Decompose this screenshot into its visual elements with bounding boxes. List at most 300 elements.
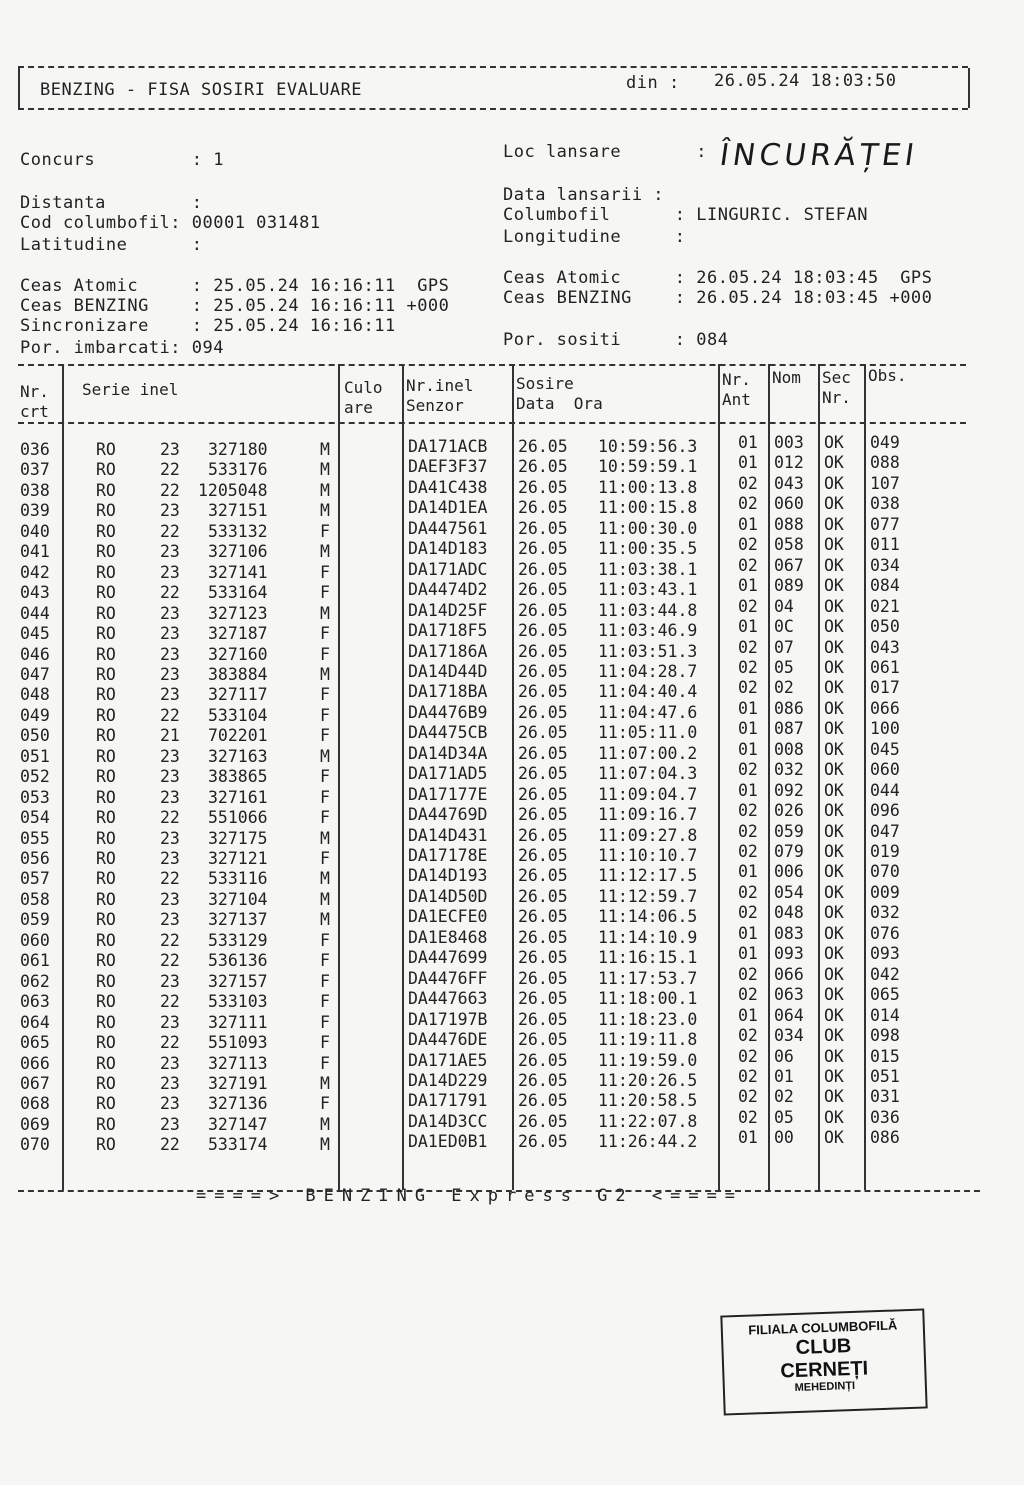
cell-sec: OK (824, 1046, 844, 1066)
cell-country: RO (96, 849, 116, 868)
cell-date: 26.05 (518, 784, 568, 804)
col-header-sec-nr: Sec Nr. (822, 368, 851, 407)
cell-time: 11:09:27.8 (598, 825, 698, 845)
cell-sensor-ring: DA17177E (408, 784, 488, 804)
cell-obs: 032 (870, 903, 900, 923)
data-lansarii-field: Data lansarii : (503, 185, 665, 205)
cell-nr-crt: 042 (20, 562, 50, 582)
stamp-line: CERNEȚI (780, 1357, 869, 1383)
cell-year: 23 (160, 1053, 180, 1073)
cell-sensor-ring: DA171AE5 (408, 1050, 488, 1070)
cell-ring-number: 327104 (208, 889, 268, 909)
cell-country: RO (96, 644, 116, 664)
cell-sensor-ring: DA447699 (408, 948, 488, 968)
cell-time: 11:03:38.1 (598, 559, 698, 579)
cell-time: 11:19:11.8 (598, 1030, 698, 1050)
cell-nr-crt: 044 (20, 603, 50, 623)
cell-sensor-ring: DA14D50D (408, 886, 488, 906)
ceas-atomic-end: Ceas Atomic : 26.05.24 18:03:45 GPS (503, 268, 933, 288)
cell-sensor-ring: DA447663 (408, 989, 488, 1009)
cell-obs: 043 (870, 637, 900, 657)
cell-obs: 096 (870, 801, 900, 821)
cell-country: RO (96, 808, 116, 828)
cell-nr-ant: 02 (738, 657, 758, 677)
cell-sex: F (320, 685, 330, 705)
cell-obs: 015 (870, 1046, 900, 1066)
cell-sec: OK (824, 801, 844, 821)
cell-nr-ant: 02 (738, 1087, 758, 1107)
cell-nr-ant: 02 (738, 903, 758, 923)
cell-sensor-ring: DA4475CB (408, 723, 488, 743)
cell-nr-ant: 02 (738, 801, 758, 821)
cell-year: 22 (160, 951, 180, 971)
cell-country: RO (96, 460, 116, 480)
cell-nr-ant: 02 (738, 985, 758, 1005)
cell-country: RO (96, 480, 116, 500)
cell-date: 26.05 (518, 682, 568, 702)
cell-nr-ant: 02 (738, 842, 758, 861)
cell-country: RO (96, 1053, 116, 1073)
cell-nom: 02 (774, 1087, 794, 1107)
cell-country: RO (96, 930, 116, 950)
cell-date: 26.05 (518, 1070, 568, 1090)
cell-nom: 087 (774, 719, 804, 739)
cod-columbofil-field: Cod columbofil: 00001 031481 (20, 213, 321, 233)
table-row (18, 1128, 980, 1156)
cell-sensor-ring: DA14D183 (408, 539, 488, 559)
cell-date: 26.05 (518, 457, 568, 477)
cell-sex: F (320, 562, 330, 582)
cell-sex: F (320, 726, 330, 746)
cell-country: RO (96, 1073, 116, 1093)
cell-ring-number: 327163 (208, 746, 268, 766)
cell-year: 23 (160, 624, 180, 644)
cell-time: 11:07:00.2 (598, 743, 698, 763)
cell-sex: M (320, 1073, 330, 1093)
cell-nr-ant: 01 (738, 944, 758, 964)
cell-nr-ant: 01 (738, 862, 758, 882)
cell-sex: M (320, 664, 330, 684)
cell-year: 23 (160, 889, 180, 909)
cell-year: 23 (160, 1073, 180, 1093)
cell-ring-number: 533103 (208, 992, 268, 1012)
cell-sensor-ring: DA14D25F (408, 600, 488, 620)
cell-time: 11:00:15.8 (598, 498, 698, 518)
cell-ring-number: 327136 (208, 1094, 268, 1114)
cell-year: 22 (160, 869, 180, 889)
cell-nom: 034 (774, 1026, 804, 1046)
cell-nr-crt: 062 (20, 971, 50, 991)
col-header-culoare: Culo are (344, 378, 383, 417)
cell-sensor-ring: DA1ECFE0 (408, 907, 488, 927)
cell-date: 26.05 (518, 600, 568, 620)
cell-obs: 019 (870, 842, 900, 861)
cell-nr-crt: 053 (20, 787, 50, 807)
cell-nr-crt: 052 (20, 767, 50, 787)
cell-obs: 045 (870, 739, 900, 759)
cell-country: RO (96, 440, 116, 459)
col-header-nom: Nom (772, 368, 801, 387)
cell-nr-crt: 039 (20, 501, 50, 521)
cell-sec: OK (824, 882, 844, 902)
cell-obs: 051 (870, 1066, 900, 1086)
cell-date: 26.05 (518, 886, 568, 906)
cell-nr-ant: 01 (738, 1005, 758, 1025)
cell-time: 11:09:16.7 (598, 805, 698, 825)
cell-nom: 066 (774, 964, 804, 984)
cell-sex: M (320, 910, 330, 930)
cell-sensor-ring: DA44769D (408, 805, 488, 825)
cell-nr-crt: 070 (20, 1135, 50, 1155)
columbofil-field: Columbofil : LINGURIC. STEFAN (503, 205, 868, 225)
cell-sec: OK (824, 473, 844, 493)
cell-country: RO (96, 767, 116, 787)
cell-sec: OK (824, 514, 844, 534)
por-imbarcati-field: Por. imbarcati: 094 (20, 338, 224, 358)
cell-country: RO (96, 624, 116, 644)
cell-sex: F (320, 1033, 330, 1053)
cell-year: 23 (160, 971, 180, 991)
cell-sec: OK (824, 494, 844, 514)
col-header-serie-inel: Serie inel (82, 380, 179, 399)
cell-sec: OK (824, 617, 844, 637)
cell-country: RO (96, 685, 116, 705)
cell-sex: M (320, 746, 330, 766)
cell-year: 22 (160, 808, 180, 828)
cell-time: 11:12:17.5 (598, 866, 698, 886)
cell-year: 23 (160, 603, 180, 623)
cell-nr-crt: 067 (20, 1073, 50, 1093)
cell-date: 26.05 (518, 1132, 568, 1152)
cell-sensor-ring: DAEF3F37 (408, 457, 488, 477)
cell-date: 26.05 (518, 805, 568, 825)
cell-sensor-ring: DA447561 (408, 518, 488, 538)
cell-time: 10:59:56.3 (598, 437, 698, 456)
cell-sensor-ring: DA1718BA (408, 682, 488, 702)
cell-nr-crt: 057 (20, 869, 50, 889)
cell-obs: 031 (870, 1087, 900, 1107)
cell-sec: OK (824, 903, 844, 923)
cell-sex: F (320, 1094, 330, 1114)
cell-nr-ant: 02 (738, 964, 758, 984)
cell-ring-number: 327187 (208, 624, 268, 644)
cell-nr-ant: 02 (738, 760, 758, 780)
cell-nr-crt: 046 (20, 644, 50, 664)
cell-ring-number: 327111 (208, 1012, 268, 1032)
cell-nr-ant: 01 (738, 719, 758, 739)
cell-year: 23 (160, 664, 180, 684)
cell-sec: OK (824, 862, 844, 882)
cell-sex: M (320, 542, 330, 562)
cell-nom: 0C (774, 617, 794, 637)
cell-ring-number: 327147 (208, 1114, 268, 1134)
cell-nr-crt: 041 (20, 542, 50, 562)
cell-sensor-ring: DA14D1EA (408, 498, 488, 518)
cell-sensor-ring: DA14D431 (408, 825, 488, 845)
document-title: BENZING - FISA SOSIRI EVALUARE (40, 80, 363, 100)
cell-time: 11:10:10.7 (598, 846, 698, 865)
cell-year: 23 (160, 787, 180, 807)
cell-sec: OK (824, 964, 844, 984)
cell-year: 22 (160, 521, 180, 541)
cell-sensor-ring: DA14D229 (408, 1070, 488, 1090)
cell-sensor-ring: DA4476DE (408, 1030, 488, 1050)
cell-year: 23 (160, 542, 180, 562)
cell-ring-number: 327160 (208, 644, 268, 664)
col-header-obs: Obs. (868, 366, 907, 385)
cell-nom: 026 (774, 801, 804, 821)
cell-ring-number: 327180 (208, 440, 268, 459)
cell-time: 11:16:15.1 (598, 948, 698, 968)
arrivals-table (18, 364, 980, 1204)
cell-sex: F (320, 624, 330, 644)
cell-sensor-ring: DA17186A (408, 641, 488, 661)
cell-time: 11:14:06.5 (598, 907, 698, 927)
cell-sensor-ring: DA171ADC (408, 559, 488, 579)
cell-sex: M (320, 480, 330, 500)
cell-nom: 089 (774, 576, 804, 596)
cell-nom: 003 (774, 433, 804, 452)
cell-date: 26.05 (518, 927, 568, 947)
cell-nom: 064 (774, 1005, 804, 1025)
cell-nr-ant: 02 (738, 678, 758, 698)
cell-sec: OK (824, 780, 844, 800)
cell-sensor-ring: DA17178E (408, 846, 488, 865)
cell-time: 10:59:59.1 (598, 457, 698, 477)
cell-sex: F (320, 1053, 330, 1073)
cell-sensor-ring: DA4476FF (408, 968, 488, 988)
col-header-nr-crt: Nr. crt (20, 382, 49, 421)
cell-year: 22 (160, 930, 180, 950)
cell-time: 11:00:35.5 (598, 539, 698, 559)
cell-sec: OK (824, 944, 844, 964)
cell-nr-crt: 045 (20, 624, 50, 644)
cell-nr-ant: 02 (738, 1026, 758, 1046)
cell-nr-crt: 055 (20, 828, 50, 848)
cell-ring-number: 327157 (208, 971, 268, 991)
cell-time: 11:00:13.8 (598, 477, 698, 497)
cell-ring-number: 327191 (208, 1073, 268, 1093)
cell-country: RO (96, 1114, 116, 1134)
cell-sec: OK (824, 719, 844, 739)
cell-nr-ant: 02 (738, 494, 758, 514)
cell-nr-crt: 069 (20, 1114, 50, 1134)
cell-nom: 058 (774, 535, 804, 555)
cell-ring-number: 1205048 (198, 480, 268, 500)
cell-ring-number: 536136 (208, 951, 268, 971)
cell-ring-number: 327121 (208, 849, 268, 868)
cell-sex: F (320, 705, 330, 725)
loc-lansare-handwritten: ÎNCURĂȚEI (717, 138, 921, 173)
cell-country: RO (96, 521, 116, 541)
table-top-rule (18, 364, 966, 366)
cell-nom: 083 (774, 923, 804, 943)
cell-nr-crt: 040 (20, 521, 50, 541)
cell-date: 26.05 (518, 743, 568, 763)
cell-year: 23 (160, 440, 180, 459)
cell-date: 26.05 (518, 641, 568, 661)
cell-sensor-ring: DA171AD5 (408, 764, 488, 784)
cell-obs: 021 (870, 596, 900, 616)
cell-country: RO (96, 951, 116, 971)
cell-sensor-ring: DA14D44D (408, 661, 488, 681)
cell-nr-crt: 068 (20, 1094, 50, 1114)
cell-date: 26.05 (518, 1111, 568, 1131)
cell-nr-crt: 051 (20, 746, 50, 766)
cell-date: 26.05 (518, 661, 568, 681)
cell-sex: F (320, 1012, 330, 1032)
ceas-benzing-end: Ceas BENZING : 26.05.24 18:03:45 +000 (503, 288, 933, 308)
cell-ring-number: 383884 (208, 664, 268, 684)
cell-sec: OK (824, 678, 844, 698)
cell-obs: 047 (870, 821, 900, 841)
cell-time: 11:04:40.4 (598, 682, 698, 702)
cell-nr-crt: 037 (20, 460, 50, 480)
cell-ring-number: 327151 (208, 501, 268, 521)
cell-country: RO (96, 1135, 116, 1155)
cell-date: 26.05 (518, 764, 568, 784)
cell-country: RO (96, 746, 116, 766)
cell-obs: 093 (870, 944, 900, 964)
cell-sex: M (320, 460, 330, 480)
cell-nr-ant: 01 (738, 739, 758, 759)
col-header-sosire: Sosire Data Ora (516, 374, 603, 413)
cell-ring-number: 327117 (208, 685, 268, 705)
cell-ring-number: 383865 (208, 767, 268, 787)
cell-nr-crt: 043 (20, 583, 50, 603)
cell-sex: M (320, 501, 330, 521)
cell-nom: 088 (774, 514, 804, 534)
cell-date: 26.05 (518, 437, 568, 456)
cell-time: 11:20:58.5 (598, 1091, 698, 1111)
cell-year: 23 (160, 501, 180, 521)
cell-nr-ant: 01 (738, 514, 758, 534)
cell-obs: 017 (870, 678, 900, 698)
longitudine-field: Longitudine : (503, 227, 686, 247)
cell-sensor-ring: DA171ACB (408, 437, 488, 456)
cell-time: 11:03:43.1 (598, 580, 698, 600)
cell-nom: 032 (774, 760, 804, 780)
cell-country: RO (96, 869, 116, 889)
cell-ring-number: 533164 (208, 583, 268, 603)
cell-ring-number: 327113 (208, 1053, 268, 1073)
cell-time: 11:20:26.5 (598, 1070, 698, 1090)
cell-year: 23 (160, 1012, 180, 1032)
cell-nr-crt: 061 (20, 951, 50, 971)
cell-nr-crt: 048 (20, 685, 50, 705)
cell-ring-number: 327137 (208, 910, 268, 930)
cell-sec: OK (824, 1128, 844, 1148)
cell-obs: 065 (870, 985, 900, 1005)
cell-obs: 077 (870, 514, 900, 534)
cell-sec: OK (824, 1107, 844, 1127)
cell-country: RO (96, 501, 116, 521)
cell-country: RO (96, 971, 116, 991)
cell-ring-number: 533104 (208, 705, 268, 725)
cell-time: 11:18:00.1 (598, 989, 698, 1009)
cell-obs: 088 (870, 453, 900, 473)
table-header-rule (18, 422, 966, 424)
cell-nr-crt: 056 (20, 849, 50, 868)
cell-sensor-ring: DA1E8468 (408, 927, 488, 947)
cell-country: RO (96, 910, 116, 930)
cell-country: RO (96, 664, 116, 684)
cell-sex: F (320, 583, 330, 603)
cell-nom: 059 (774, 821, 804, 841)
cell-sex: M (320, 1114, 330, 1134)
cell-obs: 038 (870, 494, 900, 514)
cell-ring-number: 702201 (208, 726, 268, 746)
cell-sex: F (320, 930, 330, 950)
cell-time: 11:26:44.2 (598, 1132, 698, 1152)
cell-obs: 014 (870, 1005, 900, 1025)
cell-country: RO (96, 562, 116, 582)
cell-nom: 008 (774, 739, 804, 759)
cell-sec: OK (824, 821, 844, 841)
stamp-line: MEHEDINȚI (794, 1379, 856, 1395)
cell-country: RO (96, 726, 116, 746)
cell-ring-number: 533116 (208, 869, 268, 889)
cell-date: 26.05 (518, 518, 568, 538)
cell-sex: F (320, 787, 330, 807)
cell-date: 26.05 (518, 621, 568, 641)
cell-nr-crt: 058 (20, 889, 50, 909)
cell-date: 26.05 (518, 580, 568, 600)
cell-sex: F (320, 849, 330, 868)
cell-ring-number: 327106 (208, 542, 268, 562)
cell-obs: 060 (870, 760, 900, 780)
cell-sensor-ring: DA41C438 (408, 477, 488, 497)
club-stamp (720, 1308, 927, 1415)
cell-nr-crt: 054 (20, 808, 50, 828)
cell-sec: OK (824, 739, 844, 759)
cell-nr-crt: 060 (20, 930, 50, 950)
cell-date: 26.05 (518, 723, 568, 743)
cell-sensor-ring: DA14D34A (408, 743, 488, 763)
issue-date-label: din : (626, 73, 680, 93)
loc-lansare-field: Loc lansare : (503, 142, 707, 162)
cell-sec: OK (824, 842, 844, 861)
cell-date: 26.05 (518, 846, 568, 865)
cell-ring-number: 327123 (208, 603, 268, 623)
cell-date: 26.05 (518, 1050, 568, 1070)
cell-time: 11:07:04.3 (598, 764, 698, 784)
cell-nom: 043 (774, 473, 804, 493)
cell-time: 11:00:30.0 (598, 518, 698, 538)
cell-sec: OK (824, 453, 844, 473)
cell-nom: 05 (774, 657, 794, 677)
cell-year: 21 (160, 726, 180, 746)
cell-sex: M (320, 869, 330, 889)
cell-year: 23 (160, 1114, 180, 1134)
cell-sex: F (320, 521, 330, 541)
cell-nom: 006 (774, 862, 804, 882)
cell-time: 11:19:59.0 (598, 1050, 698, 1070)
cell-sec: OK (824, 555, 844, 575)
cell-nr-ant: 02 (738, 1066, 758, 1086)
cell-sec: OK (824, 596, 844, 616)
col-header-nr-ant: Nr. Ant (722, 370, 751, 409)
cell-sex: F (320, 992, 330, 1012)
cell-nom: 093 (774, 944, 804, 964)
cell-date: 26.05 (518, 989, 568, 1009)
cell-sex: F (320, 951, 330, 971)
cell-obs: 011 (870, 535, 900, 555)
cell-sensor-ring: DA14D3CC (408, 1111, 488, 1131)
cell-date: 26.05 (518, 477, 568, 497)
cell-time: 11:03:46.9 (598, 621, 698, 641)
cell-sec: OK (824, 923, 844, 943)
